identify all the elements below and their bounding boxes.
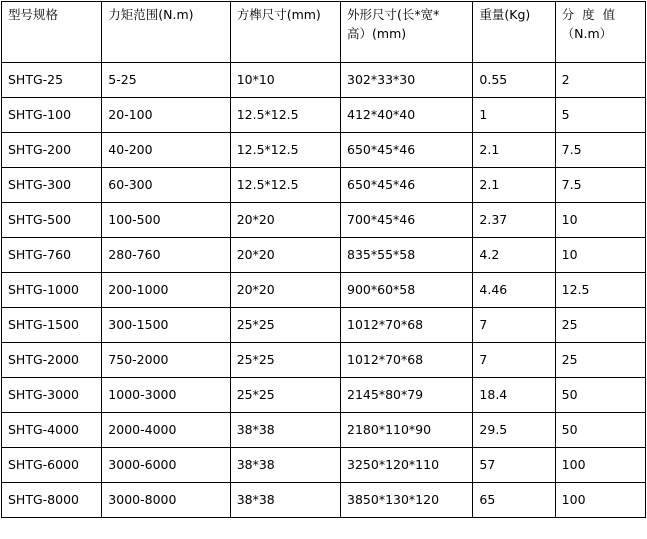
table-row xyxy=(2,308,646,343)
table-row xyxy=(2,238,646,273)
cell-graduation: 50 xyxy=(555,413,645,448)
cell-weight: 7 xyxy=(473,343,555,378)
cell-weight: 0.55 xyxy=(473,63,555,98)
table-row xyxy=(2,483,646,518)
cell-dimensions: 2180*110*90 xyxy=(341,413,473,448)
cell-square-drive: 20*20 xyxy=(230,238,340,273)
cell-weight: 2.1 xyxy=(473,168,555,203)
cell-torque-range: 280-760 xyxy=(102,238,230,273)
header-line: （N.m） xyxy=(561,25,613,41)
header-line: 分 度 值 xyxy=(561,7,616,22)
cell-model: SHTG-25 xyxy=(2,63,102,98)
table-header xyxy=(2,2,646,63)
cell-dimensions: 2145*80*79 xyxy=(341,378,473,413)
table-row xyxy=(2,63,646,98)
cell-dimensions: 650*45*46 xyxy=(341,133,473,168)
cell-dimensions: 650*45*46 xyxy=(341,168,473,203)
table-row xyxy=(2,448,646,483)
cell-model: SHTG-6000 xyxy=(2,448,102,483)
cell-graduation: 25 xyxy=(555,308,645,343)
table-row xyxy=(2,343,646,378)
cell-dimensions: 3250*120*110 xyxy=(341,448,473,483)
cell-weight: 4.2 xyxy=(473,238,555,273)
cell-graduation: 25 xyxy=(555,343,645,378)
cell-square-drive: 20*20 xyxy=(230,273,340,308)
header-line: 高）(mm) xyxy=(347,25,407,41)
cell-graduation: 10 xyxy=(555,238,645,273)
cell-graduation: 7.5 xyxy=(555,168,645,203)
cell-dimensions: 1012*70*68 xyxy=(341,308,473,343)
cell-dimensions: 3850*130*120 xyxy=(341,483,473,518)
header-line: 外形尺寸(长*宽* xyxy=(347,7,440,22)
cell-torque-range: 3000-8000 xyxy=(102,483,230,518)
cell-torque-range: 5-25 xyxy=(102,63,230,98)
cell-model: SHTG-1500 xyxy=(2,308,102,343)
header-line: 方榫尺寸(mm) xyxy=(236,7,321,22)
cell-graduation: 2 xyxy=(555,63,645,98)
cell-graduation: 5 xyxy=(555,98,645,133)
cell-torque-range: 1000-3000 xyxy=(102,378,230,413)
cell-weight: 57 xyxy=(473,448,555,483)
cell-torque-range: 40-200 xyxy=(102,133,230,168)
header-line: 重量(Kg) xyxy=(479,7,531,22)
cell-torque-range: 300-1500 xyxy=(102,308,230,343)
specifications-table xyxy=(1,1,646,518)
cell-weight: 29.5 xyxy=(473,413,555,448)
cell-dimensions: 900*60*58 xyxy=(341,273,473,308)
header-line: 力矩范围(N.m) xyxy=(108,7,194,22)
cell-weight: 2.37 xyxy=(473,203,555,238)
column-header-dimensions xyxy=(341,2,473,63)
cell-weight: 65 xyxy=(473,483,555,518)
cell-dimensions: 700*45*46 xyxy=(341,203,473,238)
cell-dimensions: 302*33*30 xyxy=(341,63,473,98)
cell-model: SHTG-500 xyxy=(2,203,102,238)
cell-graduation: 100 xyxy=(555,483,645,518)
cell-model: SHTG-2000 xyxy=(2,343,102,378)
cell-square-drive: 25*25 xyxy=(230,343,340,378)
cell-model: SHTG-1000 xyxy=(2,273,102,308)
cell-square-drive: 38*38 xyxy=(230,413,340,448)
cell-weight: 1 xyxy=(473,98,555,133)
header-row xyxy=(2,2,646,63)
cell-torque-range: 3000-6000 xyxy=(102,448,230,483)
table-row xyxy=(2,378,646,413)
column-header-square-drive xyxy=(230,2,340,63)
cell-square-drive: 38*38 xyxy=(230,483,340,518)
cell-square-drive: 25*25 xyxy=(230,308,340,343)
cell-model: SHTG-200 xyxy=(2,133,102,168)
cell-torque-range: 2000-4000 xyxy=(102,413,230,448)
table-row xyxy=(2,203,646,238)
cell-graduation: 50 xyxy=(555,378,645,413)
column-header-weight xyxy=(473,2,555,63)
cell-model: SHTG-760 xyxy=(2,238,102,273)
cell-square-drive: 12.5*12.5 xyxy=(230,133,340,168)
cell-weight: 7 xyxy=(473,308,555,343)
column-header-model xyxy=(2,2,102,63)
table-row xyxy=(2,168,646,203)
cell-graduation: 10 xyxy=(555,203,645,238)
cell-graduation: 7.5 xyxy=(555,133,645,168)
cell-torque-range: 750-2000 xyxy=(102,343,230,378)
cell-square-drive: 10*10 xyxy=(230,63,340,98)
table-row xyxy=(2,133,646,168)
cell-torque-range: 200-1000 xyxy=(102,273,230,308)
cell-model: SHTG-4000 xyxy=(2,413,102,448)
cell-graduation: 100 xyxy=(555,448,645,483)
cell-square-drive: 20*20 xyxy=(230,203,340,238)
cell-model: SHTG-100 xyxy=(2,98,102,133)
cell-dimensions: 835*55*58 xyxy=(341,238,473,273)
cell-weight: 2.1 xyxy=(473,133,555,168)
table-row xyxy=(2,413,646,448)
cell-torque-range: 100-500 xyxy=(102,203,230,238)
cell-model: SHTG-3000 xyxy=(2,378,102,413)
table-body xyxy=(2,63,646,518)
header-line: 型号规格 xyxy=(8,7,59,22)
cell-square-drive: 12.5*12.5 xyxy=(230,98,340,133)
cell-model: SHTG-300 xyxy=(2,168,102,203)
cell-square-drive: 12.5*12.5 xyxy=(230,168,340,203)
cell-model: SHTG-8000 xyxy=(2,483,102,518)
column-header-graduation xyxy=(555,2,645,63)
cell-weight: 4.46 xyxy=(473,273,555,308)
cell-torque-range: 60-300 xyxy=(102,168,230,203)
cell-dimensions: 1012*70*68 xyxy=(341,343,473,378)
cell-dimensions: 412*40*40 xyxy=(341,98,473,133)
table-row xyxy=(2,98,646,133)
table-row xyxy=(2,273,646,308)
cell-graduation: 12.5 xyxy=(555,273,645,308)
cell-torque-range: 20-100 xyxy=(102,98,230,133)
column-header-torque-range xyxy=(102,2,230,63)
cell-square-drive: 25*25 xyxy=(230,378,340,413)
cell-weight: 18.4 xyxy=(473,378,555,413)
cell-square-drive: 38*38 xyxy=(230,448,340,483)
